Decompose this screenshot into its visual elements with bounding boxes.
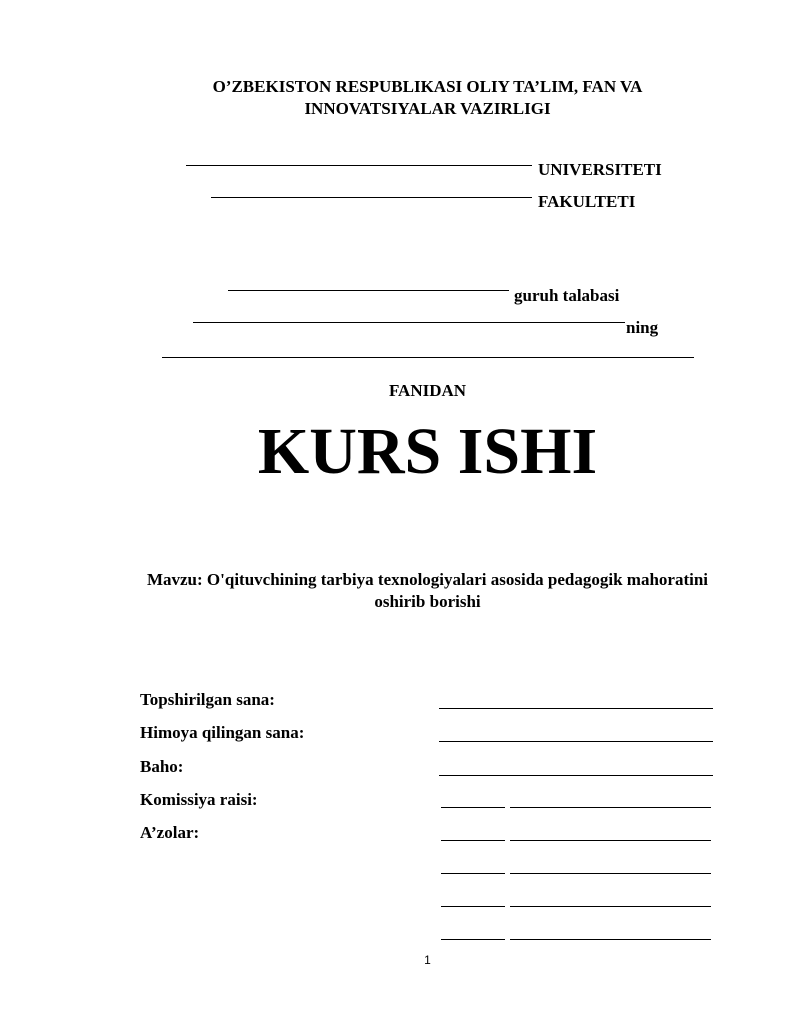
chair-name-blank: [510, 807, 711, 808]
member-name-blank: [510, 906, 711, 907]
ministry-header: [0, 76, 800, 120]
grade-label: Baho:: [140, 757, 184, 776]
member-signature-blank: [441, 873, 505, 874]
faculty-blank-line: [211, 197, 532, 198]
document-title: KURS ISHI: [257, 415, 598, 488]
ministry-line-1: O’ZBEKISTON RESPUBLIKASI OLIY TA’LIM, FAN VA: [212, 77, 643, 96]
fanidan-label: FANIDAN: [388, 381, 467, 400]
members-label: A’zolar:: [140, 823, 200, 842]
chair-signature-blank: [441, 807, 505, 808]
member-name-blank: [510, 939, 711, 940]
member-signature-blank: [441, 840, 505, 841]
group-suffix: guruh talabasi: [514, 286, 620, 305]
faculty-suffix: FAKULTETI: [538, 192, 636, 211]
submitted-date-blank: [439, 708, 713, 709]
grade-blank: [439, 775, 713, 776]
university-blank-line: [186, 165, 532, 166]
ministry-line-2: INNOVATSIYALAR VAZIRLIGI: [304, 99, 551, 118]
member-signature-blank: [441, 906, 505, 907]
group-blank-line: [228, 290, 509, 291]
university-suffix: UNIVERSITETI: [538, 160, 662, 179]
topic-text: Mavzu: O'qituvchining tarbiya texnologiyalari asosida pedagogik mahoratini oshirib borishi: [146, 570, 709, 611]
commission-chair-label: Komissiya raisi:: [140, 790, 258, 809]
page-number: 1: [424, 953, 431, 967]
member-name-blank: [510, 873, 711, 874]
subject-blank-line: [162, 357, 694, 358]
student-name-suffix: ning: [626, 318, 659, 337]
submitted-date-label: Topshirilgan sana:: [140, 690, 275, 709]
student-name-blank-line: [193, 322, 625, 323]
member-name-blank: [510, 840, 711, 841]
defended-date-label: Himoya qilingan sana:: [140, 723, 305, 742]
defended-date-blank: [439, 741, 713, 742]
member-signature-blank: [441, 939, 505, 940]
